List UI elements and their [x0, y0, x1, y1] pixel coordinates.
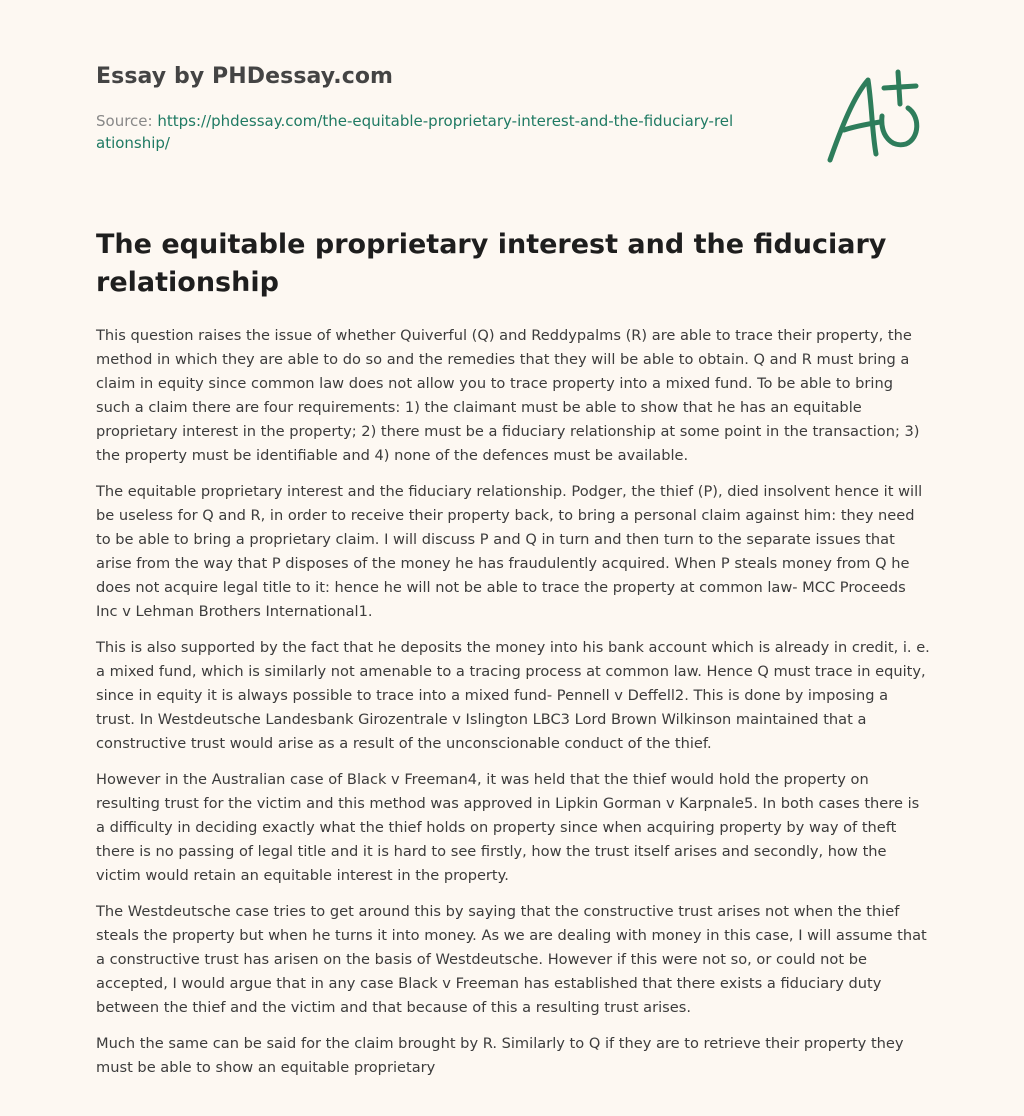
source-link[interactable]: https://phdessay.com/the-equitable-proprietary-interest-and-the-fiduciary-relationship/ — [96, 112, 734, 152]
article-paragraph: The Westdeutsche case tries to get around this by saying that the constructive trust arises not when the thief steals the property but when he turns it into money. As we are dealing with money in this case, I will assume that a constructive trust has arisen on the basis of Westdeutsche. However if this were not so, or could not be accepted, I would argue that in any case Black v Freeman has established that there exists a fiduciary duty between the thief and the victim and that because of this a resulting trust arises. — [96, 903, 927, 1016]
article-paragraph: Much the same can be said for the claim brought by R. Similarly to Q if they are to retrieve their property they must be able to show an equitable proprietary — [96, 1035, 904, 1076]
a-plus-logo-graphic — [820, 66, 930, 166]
source-label: Source: — [96, 112, 153, 130]
source-line — [96, 110, 736, 154]
a-plus-grade-icon — [820, 66, 930, 166]
article-paragraph: The equitable proprietary interest and the fiduciary relationship. Podger, the thief (P), died insolvent hence it will be useless for Q and R, in order to receive their property back, to bring a personal claim against him: they need to be able to bring a proprietary claim. I will discuss P and Q in turn and then turn to the separate issues that arise from the way that P disposes of the money he has fraudulently acquired. When P steals money from Q he does not acquire legal title to it: hence he will not be able to trace the property at common law- MCC Proceeds Inc v Lehman Brothers International1. — [96, 483, 923, 620]
article-paragraph: However in the Australian case of Black v Freeman4, it was held that the thief would hold the property on resulting trust for the victim and this method was approved in Lipkin Gorman v Karpnale5. In both cases there is a difficulty in deciding exactly what the thief holds on property since when acquiring property by way of theft there is no passing of legal title and it is hard to see firstly, how the trust itself arises and secondly, how the victim would retain an equitable interest in the property. — [96, 771, 920, 884]
article-paragraph: This is also supported by the fact that he deposits the money into his bank account which is already in credit, i. e. a mixed fund, which is similarly not amenable to a tracing process at common law. Hence Q must trace in equity, since in equity it is always possible to trace into a mixed fund- Pennell v Deffell2. This is done by imposing a trust. In Westdeutsche Landesbank Girozentrale v Islington LBC3 Lord Brown Wilkinson maintained that a constructive trust would arise as a result of the unconscionable conduct of the thief. — [96, 639, 930, 752]
article-paragraph: This question raises the issue of whether Quiverful (Q) and Reddypalms (R) are able to trace their property, the method in which they are able to do so and the remedies that they will be able to obtain. Q and R must bring a claim in equity since common law does not allow you to trace property into a mixed fund. To be able to bring such a claim there are four requirements: 1) the claimant must be able to show that he has an equitable proprietary interest in the property; 2) there must be a fiduciary relationship at some point in the transaction; 3) the property must be identifiable and 4) none of the defences must be available. — [96, 327, 920, 464]
site-brand: Essay by PHDessay.com — [96, 64, 394, 89]
article-body — [96, 324, 930, 1092]
article-title: The equitable proprietary interest and the fiduciary relationship — [96, 229, 887, 298]
